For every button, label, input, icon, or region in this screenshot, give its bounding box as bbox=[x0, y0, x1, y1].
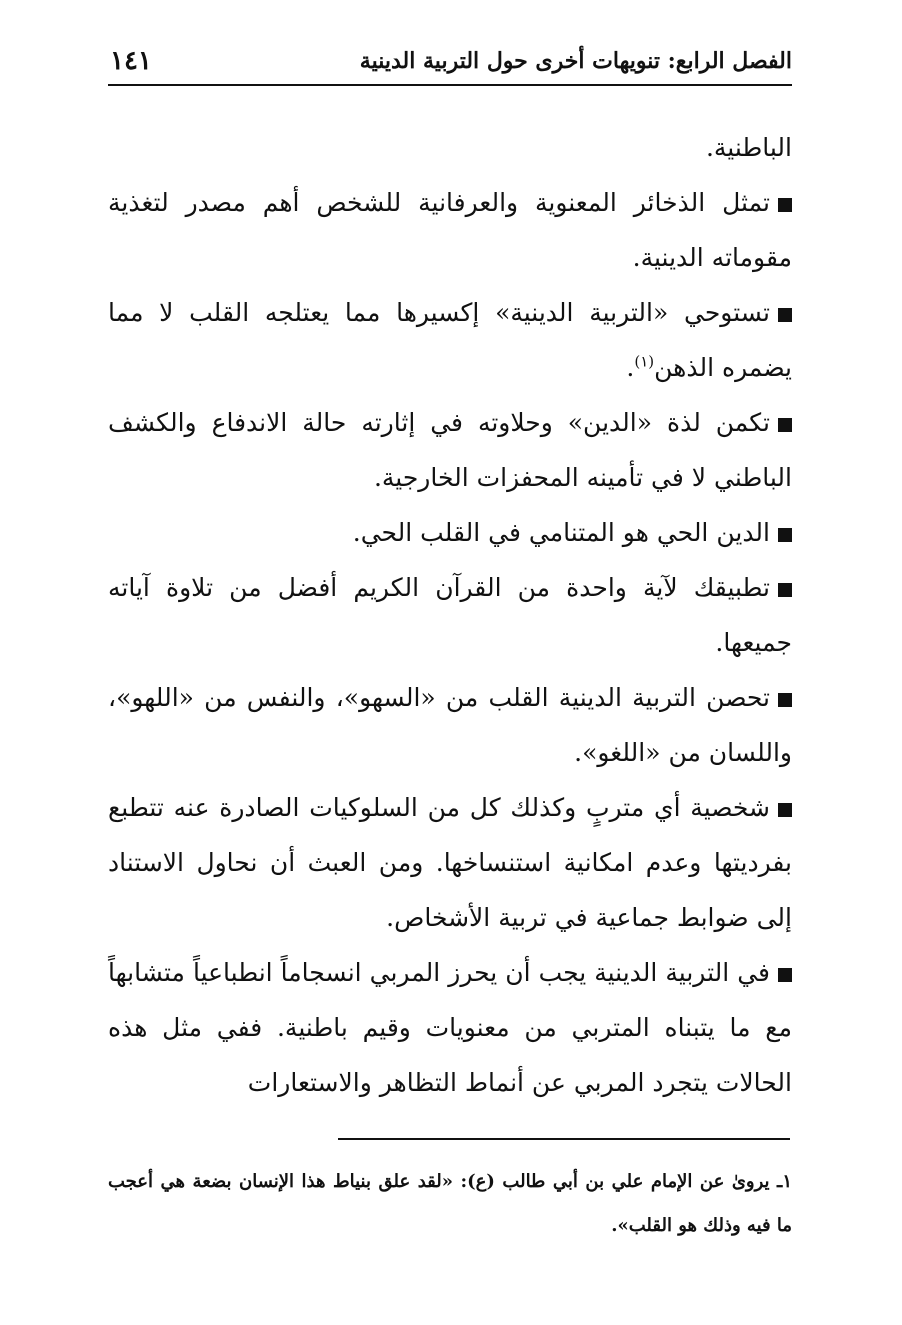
paragraph bbox=[108, 120, 792, 175]
square-bullet-icon bbox=[778, 803, 792, 817]
paragraph-text: تكمن لذة «الدين» وحلاوته في إثارته حالة الاندفاع والكشف الباطني لا في تأمينه المحفزات الخارجية. bbox=[108, 408, 792, 492]
square-bullet-icon bbox=[778, 198, 792, 212]
paragraph-text: الدين الحي هو المتنامي في القلب الحي. bbox=[352, 518, 770, 547]
paragraph bbox=[108, 945, 792, 1110]
paragraph-text: في التربية الدينية يجب أن يحرز المربي انسجاماً انطباعياً متشابهاً مع ما يتبناه المتربي من معنويات وقيم باطنية. ففي مثل هذه الحالات يتجرد المربي عن أنماط التظاهر والاستعارات bbox=[108, 958, 792, 1097]
paragraph bbox=[108, 395, 792, 505]
page-number: ١٤١ bbox=[110, 46, 152, 76]
footnote-reference[interactable]: (١) bbox=[634, 352, 655, 371]
paragraph-text: شخصية أي متربٍ وكذلك كل من السلوكيات الصادرة عنه تتطبع بفرديتها وعدم امكانية استنساخها. ومن العبث أن نحاول الاستناد إلى ضوابط جماعية في تربية الأشخاص. bbox=[108, 793, 792, 932]
square-bullet-icon bbox=[778, 693, 792, 707]
paragraph-text: تستوحي «التربية الدينية» إكسيرها مما يعتلجه القلب لا مما يضمره الذهن bbox=[108, 298, 792, 382]
paragraph bbox=[108, 285, 792, 395]
square-bullet-icon bbox=[778, 528, 792, 542]
paragraph bbox=[108, 780, 792, 945]
paragraph bbox=[108, 505, 792, 560]
paragraph-text: تطبيقك لآية واحدة من القرآن الكريم أفضل من تلاوة آياته جميعها. bbox=[108, 573, 792, 657]
footnote-divider bbox=[338, 1138, 790, 1140]
square-bullet-icon bbox=[778, 308, 792, 322]
paragraph-tail: . bbox=[626, 353, 635, 382]
paragraph bbox=[108, 175, 792, 285]
paragraph-text: الباطنية. bbox=[705, 133, 792, 162]
body-text bbox=[108, 120, 792, 1110]
square-bullet-icon bbox=[778, 583, 792, 597]
page-header bbox=[108, 42, 792, 86]
paragraph-text: تحصن التربية الدينية القلب من «السهو»، والنفس من «اللهو»، واللسان من «اللغو». bbox=[108, 683, 792, 767]
paragraph bbox=[108, 670, 792, 780]
square-bullet-icon bbox=[778, 968, 792, 982]
square-bullet-icon bbox=[778, 418, 792, 432]
footnotes bbox=[108, 1160, 792, 1248]
footnote: ١ـ يروىٰ عن الإمام علي بن أبي طالب (ع): «لقد علق بنياط هذا الإنسان بضعة هي أعجب ما فيه وذلك هو القلب». bbox=[108, 1171, 792, 1236]
paragraph-text: تمثل الذخائر المعنوية والعرفانية للشخص أهم مصدر لتغذية مقوماته الدينية. bbox=[108, 188, 792, 272]
paragraph bbox=[108, 560, 792, 670]
running-title: الفصل الرابع: تنويهات أخرى حول التربية الدينية bbox=[359, 48, 792, 74]
